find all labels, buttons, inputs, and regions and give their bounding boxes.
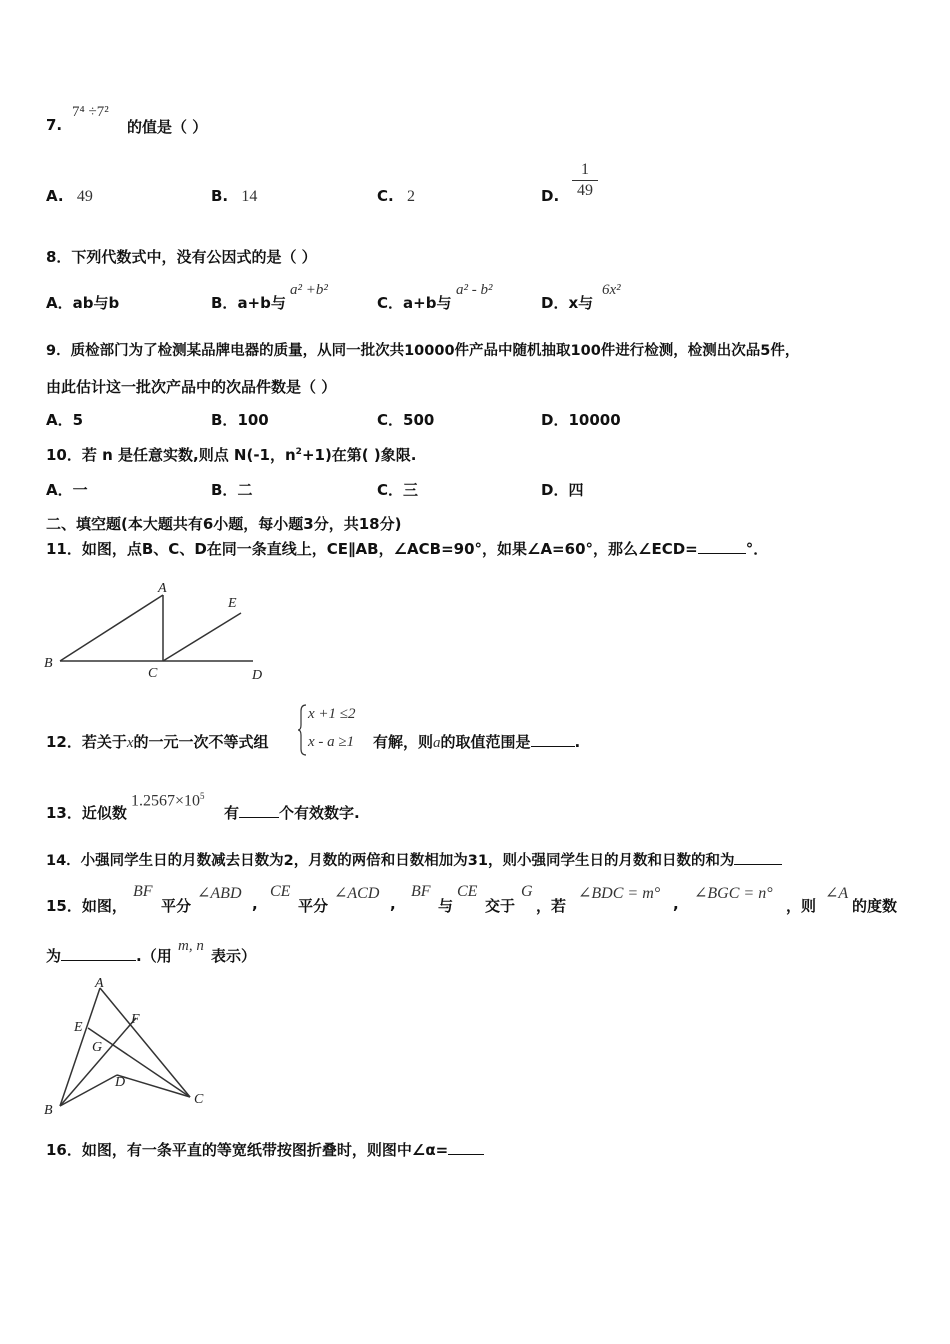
point-label-g: G — [92, 1040, 103, 1055]
option-text: a+b与 — [237, 294, 286, 312]
point-label-b: B — [44, 656, 53, 671]
q15-angle-bdc: ∠BDC = m° — [578, 885, 661, 902]
q12-tail: . — [574, 733, 581, 751]
option-label: B. — [211, 187, 229, 205]
q8-option-d-math: 6x² — [602, 282, 621, 298]
q12-inequality-2: x - a ≥1 — [308, 734, 355, 750]
q10-stem-part2: +1)在第( )象限. — [301, 446, 417, 464]
q8-option-d — [541, 292, 593, 313]
q10-option-b — [211, 479, 252, 500]
q15-t2: 平分 — [298, 897, 329, 915]
q8-option-a — [46, 292, 119, 313]
option-label: C． — [377, 294, 404, 312]
brace-path — [298, 705, 306, 755]
q13-mantissa: 1.2567×10 — [131, 792, 201, 810]
q12-var-x: x — [126, 735, 134, 751]
section-2-heading: 二、填空题(本大题共有6小题，每小题3分，共18分) — [46, 515, 402, 533]
line-ce — [88, 1028, 190, 1097]
q15-line2c: 表示） — [211, 947, 257, 965]
q12-var-a: a — [433, 735, 441, 751]
q13-stem-tail — [224, 802, 360, 823]
option-label: A. — [46, 187, 64, 205]
line-ce — [163, 613, 241, 661]
q15-line2b: .（用 — [136, 947, 172, 965]
line-bf — [60, 1018, 136, 1106]
q15-mn: m, n — [178, 938, 204, 954]
q13-tail: 个有效数字. — [279, 804, 360, 822]
option-label: D． — [541, 294, 569, 312]
answer-blank[interactable] — [698, 541, 746, 554]
point-label-d: D — [115, 1075, 126, 1090]
option-value: 一 — [72, 481, 88, 499]
q8-option-c-math: a² - b² — [456, 282, 493, 298]
option-value: 10000 — [568, 411, 621, 429]
q15-line2 — [46, 945, 172, 966]
q8-option-b-math: a² +b² — [290, 282, 328, 298]
q15-number: 15．如图， — [46, 897, 127, 915]
q15-ce2: CE — [457, 883, 478, 900]
q10-option-d — [541, 479, 583, 500]
option-value: 2 — [406, 188, 415, 205]
q9-stem-line2: 由此估计这一批次产品中的次品件数是（ ） — [46, 378, 337, 396]
fraction-denominator: 49 — [572, 180, 598, 201]
point-label-b: B — [44, 1103, 53, 1118]
option-label: D． — [541, 481, 569, 499]
line-ba — [60, 595, 163, 661]
comma: , — [673, 895, 679, 913]
q10-option-a — [46, 479, 88, 500]
q14-text: 14．小强同学生日的月数减去日数为2，月数的两倍和日数相加为31，则小强同学生日的月数和日数的和为 — [46, 853, 735, 869]
q8-option-c — [377, 292, 451, 313]
option-label: A． — [46, 294, 73, 312]
q11-text: 11．如图，点B、C、D在同一条直线上，CE∥AB，∠ACB=90°，如果∠A=60°，那么∠ECD= — [46, 540, 698, 558]
option-value: 500 — [403, 411, 435, 429]
q15-t5: ，若 — [536, 897, 567, 915]
q15-t4: 交于 — [485, 897, 516, 915]
answer-blank[interactable] — [61, 948, 136, 961]
option-label: C． — [377, 481, 404, 499]
q9-option-b — [211, 409, 269, 430]
q13-post: 有 — [224, 804, 240, 822]
option-value: 5 — [72, 411, 84, 429]
q16-stem — [46, 1139, 484, 1160]
q16-text: 16．如图，有一条平直的等宽纸带按图折叠时，则图中∠α= — [46, 1141, 449, 1159]
point-label-e: E — [74, 1020, 83, 1035]
option-label: C． — [377, 411, 404, 429]
q10-superscript: 2 — [295, 447, 302, 457]
point-label-e: E — [228, 596, 237, 611]
q12-inequality-1: x +1 ≤2 — [308, 706, 356, 722]
option-label: A． — [46, 481, 73, 499]
point-label-d: D — [252, 668, 263, 683]
q15-t6: ，则 — [786, 897, 817, 915]
option-label: A． — [46, 411, 73, 429]
q15-figure — [40, 978, 220, 1118]
q7-option-b — [211, 187, 257, 206]
q15-bf: BF — [133, 883, 153, 900]
q12-brace — [298, 703, 308, 757]
point-label-a: A — [95, 978, 104, 991]
q9-option-d — [541, 409, 621, 430]
q7-stem: 的值是（ ） — [127, 118, 208, 136]
q15-angle-abd: ∠ABD — [197, 885, 242, 902]
line-dc — [117, 1075, 190, 1097]
point-label-c: C — [148, 666, 158, 681]
q11-tail: °． — [745, 540, 769, 558]
q12-mid: 的一元一次不等式组 — [133, 733, 269, 751]
q15-angle-acd: ∠ACD — [334, 885, 380, 902]
q7-option-d-fraction — [572, 160, 598, 201]
q15-t3: 与 — [438, 897, 454, 915]
answer-blank[interactable] — [239, 805, 279, 818]
q13-pre: 13．近似数 — [46, 804, 127, 822]
option-text: a+b与 — [403, 294, 452, 312]
option-label: D. — [541, 187, 560, 205]
option-label: B． — [211, 294, 238, 312]
q11-stem — [46, 538, 768, 559]
option-value: 三 — [403, 481, 419, 499]
q13-exponent: 5 — [200, 791, 205, 801]
option-label: B． — [211, 411, 238, 429]
q15-line2a: 为 — [46, 947, 62, 965]
option-value: 二 — [237, 481, 253, 499]
q15-t1: 平分 — [161, 897, 192, 915]
q10-stem-part1: 10．若 n 是任意实数,则点 N(-1，n — [46, 446, 296, 464]
option-label: C. — [377, 187, 394, 205]
q7-option-a — [46, 187, 93, 206]
option-value: 100 — [237, 411, 269, 429]
q7-option-c — [377, 187, 415, 206]
point-label-a: A — [158, 581, 167, 596]
option-label: B． — [211, 481, 238, 499]
q15-angle-a: ∠A — [825, 885, 849, 902]
q12-post: 有解，则 — [373, 733, 434, 751]
q12-stem-tail — [373, 731, 580, 752]
q9-option-a — [46, 409, 83, 430]
option-label: D． — [541, 411, 569, 429]
option-text: ab与b — [72, 294, 120, 312]
q15-t7: 的度数 — [852, 897, 898, 915]
q7-option-d — [541, 187, 559, 205]
q14-stem — [46, 849, 782, 870]
q12-stem — [46, 731, 269, 752]
option-value: 14 — [241, 188, 258, 205]
q9-option-c — [377, 409, 434, 430]
option-value: 49 — [76, 188, 93, 205]
q15-bf2: BF — [411, 883, 431, 900]
q15-point-g: G — [521, 883, 533, 900]
q7-number: 7. — [46, 116, 63, 134]
fraction-numerator: 1 — [581, 161, 589, 178]
answer-blank[interactable] — [531, 734, 575, 747]
answer-blank[interactable] — [448, 1142, 484, 1155]
q9-stem-line1: 9．质检部门为了检测某品牌电器的质量，从同一批次共10000件产品中随机抽取100件进行检测，检测出次品5件， — [46, 343, 800, 359]
line-ac — [100, 988, 190, 1097]
point-label-c: C — [194, 1092, 204, 1107]
q8-option-b — [211, 292, 286, 313]
comma: , — [390, 895, 396, 913]
q12-post2: 的取值范围是 — [440, 733, 531, 751]
q12-pre: 12．若关于 — [46, 733, 127, 751]
q15-ce: CE — [270, 883, 291, 900]
q13-number — [131, 791, 205, 810]
answer-blank[interactable] — [734, 852, 782, 865]
q7-expression: 7⁴ ÷7² — [72, 104, 109, 120]
point-label-f: F — [131, 1012, 140, 1027]
q10-option-c — [377, 479, 418, 500]
option-text: x与 — [568, 294, 594, 312]
comma: , — [252, 895, 258, 913]
q11-figure — [40, 575, 280, 685]
q8-stem: 8．下列代数式中，没有公因式的是（ ） — [46, 248, 317, 266]
option-value: 四 — [568, 481, 584, 499]
q15-angle-bgc: ∠BGC = n° — [694, 885, 773, 902]
q10-stem — [46, 444, 416, 465]
